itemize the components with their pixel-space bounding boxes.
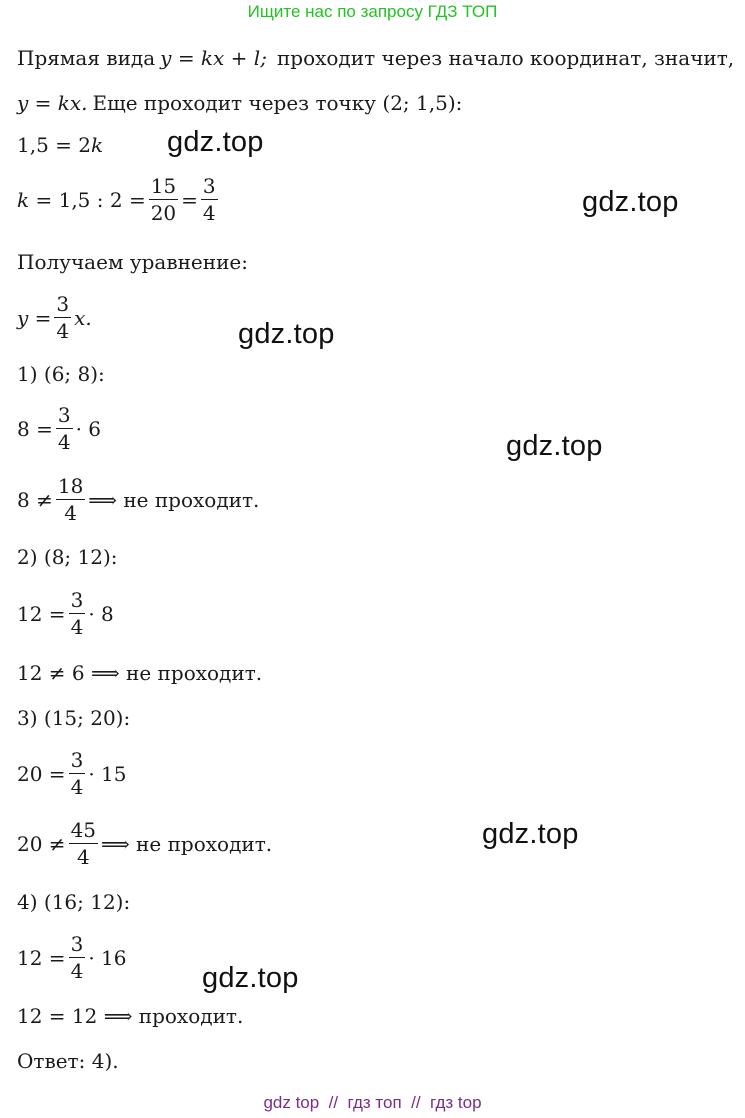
text: Получаем уравнение: xyxy=(17,250,249,274)
point-2-header xyxy=(17,545,118,569)
watermark: gdz.top xyxy=(582,186,679,218)
numerator: 15 xyxy=(150,174,177,198)
watermark: gdz.top xyxy=(202,962,299,994)
point-2-result xyxy=(17,661,262,685)
point-4-header xyxy=(17,890,130,914)
variable: k xyxy=(91,133,104,157)
point-1-result xyxy=(17,476,259,523)
text: проходит через начало координат, значит, xyxy=(276,46,735,70)
equation: x. xyxy=(74,305,92,330)
fraction xyxy=(69,750,86,797)
text: ⟹ не проходит. xyxy=(88,487,260,512)
denominator: 4 xyxy=(57,430,71,454)
equation: · 16 xyxy=(88,945,127,970)
equals: = xyxy=(181,187,198,212)
equation: 12 = xyxy=(17,945,66,970)
solution-line-3 xyxy=(17,133,103,157)
text: Еще проходит через точку (2; 1,5): xyxy=(92,91,463,115)
watermark: gdz.top xyxy=(167,126,264,158)
point-1-check xyxy=(17,405,101,452)
fraction xyxy=(149,176,178,223)
fraction xyxy=(201,176,218,223)
denominator: 4 xyxy=(64,501,77,525)
equation: · 8 xyxy=(88,601,114,626)
numerator: 45 xyxy=(70,818,97,842)
denominator: 4 xyxy=(70,775,84,799)
point-3-header xyxy=(17,706,130,730)
point-1-header xyxy=(17,362,105,386)
equation: y = kx + l; xyxy=(160,46,267,70)
point-2-check xyxy=(17,590,114,637)
header-search-hint: Ищите нас по запросу ГДЗ ТОП xyxy=(247,2,498,21)
text: Ответ: 4). xyxy=(17,1049,119,1073)
equation: 8 = xyxy=(17,416,53,441)
text: 3) (15; 20): xyxy=(17,706,131,730)
point-3-check xyxy=(17,750,126,797)
equation: 1,5 = 2 xyxy=(17,133,92,157)
fraction xyxy=(54,294,71,341)
footer-links: gdz top // гдз топ // гдз top xyxy=(263,1093,482,1112)
point-3-result xyxy=(17,820,272,867)
fraction xyxy=(69,934,86,981)
equation: · 15 xyxy=(88,761,127,786)
solution-line-1 xyxy=(17,46,734,70)
point-4-check xyxy=(17,934,126,981)
solution-line-2 xyxy=(17,91,462,115)
text: 1) (6; 8): xyxy=(17,362,105,386)
equation: 20 ≠ xyxy=(17,831,66,856)
text: 12 = 12 ⟹ проходит. xyxy=(17,1004,244,1028)
text: 2) (8; 12): xyxy=(17,545,118,569)
denominator: 4 xyxy=(70,959,84,983)
text: Прямая вида xyxy=(17,46,156,70)
equation: · 6 xyxy=(75,416,102,441)
point-4-result xyxy=(17,1004,243,1028)
fraction xyxy=(56,476,85,523)
solution-line-4 xyxy=(17,176,221,223)
solution-line-6 xyxy=(17,294,92,341)
text: 12 ≠ 6 ⟹ не проходит. xyxy=(17,661,263,685)
equation: 12 = xyxy=(17,601,66,626)
text: 4) (16; 12): xyxy=(17,890,131,914)
equation: y = xyxy=(17,305,52,330)
denominator: 4 xyxy=(202,201,216,225)
numerator: 3 xyxy=(202,174,216,198)
numerator: 3 xyxy=(57,403,71,427)
equation: = 1,5 : 2 = xyxy=(29,187,146,212)
fraction xyxy=(69,590,86,637)
watermark: gdz.top xyxy=(238,318,335,350)
watermark: gdz.top xyxy=(506,430,603,462)
denominator: 4 xyxy=(56,319,70,343)
fraction xyxy=(56,405,73,452)
solution-line-5 xyxy=(17,250,248,274)
numerator: 3 xyxy=(56,292,70,316)
watermark: gdz.top xyxy=(482,818,579,850)
variable: k xyxy=(17,187,30,212)
equation: 8 ≠ xyxy=(17,487,53,512)
numerator: 3 xyxy=(70,932,84,956)
denominator: 4 xyxy=(76,845,90,869)
denominator: 4 xyxy=(70,615,84,639)
denominator: 20 xyxy=(150,201,177,225)
numerator: 18 xyxy=(57,474,84,498)
numerator: 3 xyxy=(70,588,84,612)
text: ⟹ не проходит. xyxy=(101,831,273,856)
equation: y = kx. xyxy=(17,91,88,115)
answer xyxy=(17,1049,119,1073)
numerator: 3 xyxy=(70,748,84,772)
equation: 20 = xyxy=(17,761,66,786)
fraction xyxy=(69,820,98,867)
